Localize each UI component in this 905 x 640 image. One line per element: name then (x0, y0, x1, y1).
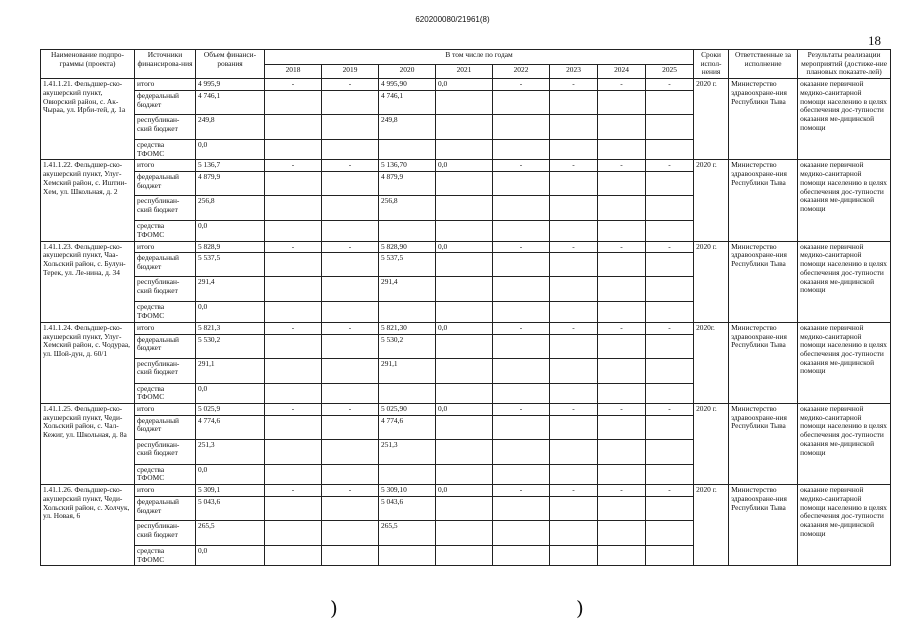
year-value-cell (493, 253, 550, 277)
source-cell: итого (135, 79, 196, 91)
source-cell: федеральный бюджет (135, 253, 196, 277)
header-name: Наименование подпро-граммы (проекта) (41, 50, 135, 79)
year-value-cell (379, 383, 436, 403)
year-value-cell (646, 221, 694, 241)
header-year: 2024 (598, 64, 646, 79)
header-deadline: Сроки испол-нения (694, 50, 729, 79)
source-cell: республикан-ский бюджет (135, 196, 196, 221)
deadline-cell: 2020г. (694, 322, 729, 403)
responsible-cell: Министерство здравоохране-ния Республики Тыва (729, 79, 798, 160)
year-value-cell (265, 196, 322, 221)
year-value-cell (436, 253, 493, 277)
year-value-cell (493, 358, 550, 383)
year-value-cell (550, 139, 598, 159)
responsible-cell: Министерство здравоохране-ния Республики Тыва (729, 404, 798, 485)
result-cell: оказание первичной медико-санитарной помощи населению в целях обеспечения дос-тупности оказания ме-дицинской помощи (798, 241, 891, 322)
year-value-cell (598, 221, 646, 241)
year-value-cell (436, 277, 493, 302)
year-value-cell (598, 114, 646, 139)
year-value-cell (322, 496, 379, 520)
year-value-cell (265, 520, 322, 545)
year-value-cell (436, 196, 493, 221)
year-value-cell: - (550, 322, 598, 334)
year-value-cell (493, 415, 550, 439)
source-cell: федеральный бюджет (135, 496, 196, 520)
year-value-cell: 5 828,90 (379, 241, 436, 253)
year-value-cell: 4 879,9 (379, 172, 436, 196)
year-value-cell: 0,0 (436, 404, 493, 416)
year-value-cell: - (493, 79, 550, 91)
document-code: 620200080/21961(8) (415, 15, 490, 24)
year-value-cell (646, 545, 694, 565)
year-value-cell (436, 114, 493, 139)
year-value-cell: 5 821,30 (379, 322, 436, 334)
year-value-cell (436, 464, 493, 484)
year-value-cell (379, 464, 436, 484)
year-value-cell: 249,8 (379, 114, 436, 139)
year-value-cell (550, 415, 598, 439)
header-volume: Объем финанси-рования (196, 50, 265, 79)
page-number: 18 (868, 33, 881, 48)
year-value-cell (598, 439, 646, 464)
year-value-cell (379, 302, 436, 322)
year-value-cell: 5 530,2 (379, 334, 436, 358)
year-value-cell (436, 334, 493, 358)
volume-cell: 5 025,9 (196, 404, 265, 416)
year-value-cell (265, 114, 322, 139)
year-value-cell (265, 496, 322, 520)
year-value-cell (550, 114, 598, 139)
year-value-cell (598, 172, 646, 196)
year-value-cell (265, 221, 322, 241)
year-value-cell (265, 90, 322, 114)
volume-cell: 4 879,9 (196, 172, 265, 196)
year-value-cell (322, 114, 379, 139)
year-value-cell: 5 309,10 (379, 485, 436, 497)
year-value-cell: 5 136,70 (379, 160, 436, 172)
year-value-cell: - (646, 322, 694, 334)
year-value-cell: 5 537,5 (379, 253, 436, 277)
year-value-cell (598, 334, 646, 358)
year-value-cell: 4 774,6 (379, 415, 436, 439)
year-value-cell (598, 302, 646, 322)
year-value-cell (322, 302, 379, 322)
year-value-cell (598, 90, 646, 114)
header-responsible: Ответственные за исполнение (729, 50, 798, 79)
source-cell: итого (135, 160, 196, 172)
year-value-cell (436, 221, 493, 241)
deadline-cell: 2020 г. (694, 485, 729, 566)
project-name-cell: 1.41.1.24. Фельдшер-ско-акушерский пункт, Улуг-Хемский район, с. Чодураа, ул. Шой-дун, д. 60/1 (41, 322, 135, 403)
year-value-cell: 0,0 (436, 241, 493, 253)
volume-cell: 0,0 (196, 302, 265, 322)
year-value-cell (493, 439, 550, 464)
year-value-cell (265, 439, 322, 464)
year-value-cell (598, 196, 646, 221)
year-value-cell (265, 139, 322, 159)
year-value-cell (322, 139, 379, 159)
year-value-cell: 4 995,90 (379, 79, 436, 91)
year-value-cell: - (550, 485, 598, 497)
source-cell: федеральный бюджет (135, 334, 196, 358)
year-value-cell (598, 358, 646, 383)
year-value-cell: - (265, 241, 322, 253)
year-value-cell: - (598, 404, 646, 416)
year-value-cell (646, 114, 694, 139)
year-value-cell: - (646, 79, 694, 91)
year-value-cell (550, 464, 598, 484)
year-value-cell (646, 496, 694, 520)
year-value-cell (493, 545, 550, 565)
responsible-cell: Министерство здравоохране-ния Республики Тыва (729, 485, 798, 566)
year-value-cell: 251,3 (379, 439, 436, 464)
year-value-cell: - (598, 160, 646, 172)
header-by-years: В том числе по годам (265, 50, 694, 65)
bottom-mark: ) (330, 596, 338, 620)
year-value-cell: - (265, 485, 322, 497)
source-cell: средства ТФОМС (135, 221, 196, 241)
year-value-cell: - (598, 241, 646, 253)
responsible-cell: Министерство здравоохране-ния Республики Тыва (729, 241, 798, 322)
year-value-cell (493, 334, 550, 358)
volume-cell: 4 746,1 (196, 90, 265, 114)
year-value-cell (550, 253, 598, 277)
year-value-cell (646, 415, 694, 439)
year-value-cell (322, 221, 379, 241)
year-value-cell: - (265, 160, 322, 172)
table-row (41, 322, 891, 334)
year-value-cell (550, 383, 598, 403)
year-value-cell (598, 415, 646, 439)
year-value-cell: 256,8 (379, 196, 436, 221)
year-value-cell: - (598, 322, 646, 334)
header-year: 2019 (322, 64, 379, 79)
year-value-cell: - (493, 160, 550, 172)
project-name-cell: 1.41.1.26. Фельдшер-ско-акушерский пункт, Чеди-Хольский район, с. Холчук, ул. Новая, 6 (41, 485, 135, 566)
header-year: 2025 (646, 64, 694, 79)
year-value-cell: 5 025,90 (379, 404, 436, 416)
financing-table (40, 49, 891, 566)
header-year: 2018 (265, 64, 322, 79)
year-value-cell (550, 496, 598, 520)
year-value-cell (493, 277, 550, 302)
year-value-cell (550, 221, 598, 241)
year-value-cell (493, 302, 550, 322)
project-name-cell: 1.41.1.22. Фельдшер-ско-акушерский пункт, Улуг-Хемский район, с. Иштии-Хем, ул. Школьная, д. 2 (41, 160, 135, 241)
year-value-cell (265, 302, 322, 322)
year-value-cell (493, 520, 550, 545)
year-value-cell (322, 358, 379, 383)
year-value-cell (550, 90, 598, 114)
year-value-cell (493, 221, 550, 241)
year-value-cell (493, 196, 550, 221)
volume-cell: 249,8 (196, 114, 265, 139)
volume-cell: 4 774,6 (196, 415, 265, 439)
table-row (41, 241, 891, 253)
project-name-cell: 1.41.1.23. Фельдшер-ско-акушерский пункт, Чаа-Хольский район, с. Булун-Терек, ул. Ле-нина, д. 34 (41, 241, 135, 322)
volume-cell: 0,0 (196, 383, 265, 403)
source-cell: федеральный бюджет (135, 172, 196, 196)
year-value-cell (550, 302, 598, 322)
year-value-cell (322, 334, 379, 358)
source-cell: республикан-ский бюджет (135, 520, 196, 545)
result-cell: оказание первичной медико-санитарной помощи населению в целях обеспечения дос-тупности оказания ме-дицинской помощи (798, 404, 891, 485)
year-value-cell (493, 172, 550, 196)
year-value-cell: - (646, 404, 694, 416)
deadline-cell: 2020 г. (694, 79, 729, 160)
source-cell: республикан-ский бюджет (135, 114, 196, 139)
deadline-cell: 2020 г. (694, 160, 729, 241)
year-value-cell: 0,0 (436, 322, 493, 334)
year-value-cell (265, 334, 322, 358)
year-value-cell (493, 383, 550, 403)
year-value-cell (493, 90, 550, 114)
volume-cell: 0,0 (196, 545, 265, 565)
year-value-cell (646, 358, 694, 383)
year-value-cell: - (493, 241, 550, 253)
year-value-cell: - (598, 485, 646, 497)
table-row (41, 485, 891, 497)
year-value-cell: - (598, 79, 646, 91)
project-name-cell: 1.41.1.25. Фельдшер-ско-акушерский пункт, Чеди-Хольский район, с. Чал-Кежиг, ул. Школьная, д. 8а (41, 404, 135, 485)
year-value-cell (265, 277, 322, 302)
volume-cell: 5 530,2 (196, 334, 265, 358)
year-value-cell (646, 253, 694, 277)
source-cell: итого (135, 241, 196, 253)
year-value-cell (646, 520, 694, 545)
year-value-cell: - (322, 79, 379, 91)
year-value-cell (550, 196, 598, 221)
volume-cell: 4 995,9 (196, 79, 265, 91)
header-year: 2021 (436, 64, 493, 79)
source-cell: республикан-ский бюджет (135, 439, 196, 464)
volume-cell: 0,0 (196, 221, 265, 241)
year-value-cell: - (322, 241, 379, 253)
table-row (41, 79, 891, 91)
year-value-cell (550, 520, 598, 545)
source-cell: итого (135, 404, 196, 416)
volume-cell: 291,4 (196, 277, 265, 302)
year-value-cell: 0,0 (436, 79, 493, 91)
source-cell: средства ТФОМС (135, 383, 196, 403)
volume-cell: 291,1 (196, 358, 265, 383)
year-value-cell: - (550, 79, 598, 91)
year-value-cell (646, 464, 694, 484)
year-value-cell (646, 90, 694, 114)
source-cell: итого (135, 485, 196, 497)
header-year: 2022 (493, 64, 550, 79)
year-value-cell (646, 196, 694, 221)
year-value-cell (646, 302, 694, 322)
year-value-cell (436, 383, 493, 403)
year-value-cell (265, 172, 322, 196)
year-value-cell (550, 358, 598, 383)
year-value-cell (379, 139, 436, 159)
volume-cell: 5 828,9 (196, 241, 265, 253)
year-value-cell (265, 358, 322, 383)
result-cell: оказание первичной медико-санитарной помощи населению в целях обеспечения дос-тупности оказания ме-дицинской помощи (798, 485, 891, 566)
table-row (41, 404, 891, 416)
year-value-cell (436, 302, 493, 322)
year-value-cell (322, 90, 379, 114)
year-value-cell (379, 545, 436, 565)
volume-cell: 265,5 (196, 520, 265, 545)
volume-cell: 251,3 (196, 439, 265, 464)
year-value-cell (322, 545, 379, 565)
year-value-cell: - (493, 322, 550, 334)
year-value-cell: - (550, 241, 598, 253)
year-value-cell (322, 277, 379, 302)
table-row (41, 160, 891, 172)
year-value-cell (598, 383, 646, 403)
year-value-cell (550, 439, 598, 464)
deadline-cell: 2020 г. (694, 241, 729, 322)
year-value-cell (322, 383, 379, 403)
year-value-cell: 265,5 (379, 520, 436, 545)
source-cell: федеральный бюджет (135, 415, 196, 439)
header-year: 2023 (550, 64, 598, 79)
year-value-cell (322, 415, 379, 439)
year-value-cell (646, 439, 694, 464)
year-value-cell: - (265, 322, 322, 334)
source-cell: республикан-ский бюджет (135, 277, 196, 302)
year-value-cell: - (322, 404, 379, 416)
year-value-cell (646, 277, 694, 302)
source-cell: республикан-ский бюджет (135, 358, 196, 383)
year-value-cell (436, 139, 493, 159)
year-value-cell (265, 464, 322, 484)
year-value-cell (598, 496, 646, 520)
result-cell: оказание первичной медико-санитарной помощи населению в целях обеспечения дос-тупности оказания ме-дицинской помощи (798, 322, 891, 403)
year-value-cell: - (646, 241, 694, 253)
volume-cell: 5 136,7 (196, 160, 265, 172)
year-value-cell: - (265, 404, 322, 416)
deadline-cell: 2020 г. (694, 404, 729, 485)
project-name-cell: 1.41.1.21. Фельдшер-ско-акушерский пункт, Овюрский район, с. Ак-Чыраа, ул. Ирби-тей, д. 1а (41, 79, 135, 160)
year-value-cell (265, 253, 322, 277)
source-cell: средства ТФОМС (135, 545, 196, 565)
year-value-cell (322, 253, 379, 277)
year-value-cell (550, 334, 598, 358)
year-value-cell (598, 464, 646, 484)
year-value-cell (550, 172, 598, 196)
year-value-cell: 4 746,1 (379, 90, 436, 114)
year-value-cell (550, 545, 598, 565)
volume-cell: 5 821,3 (196, 322, 265, 334)
header-row (41, 50, 891, 65)
year-value-cell (265, 415, 322, 439)
year-value-cell (436, 358, 493, 383)
source-cell: средства ТФОМС (135, 139, 196, 159)
year-value-cell (322, 196, 379, 221)
year-value-cell (550, 277, 598, 302)
year-value-cell: 0,0 (436, 160, 493, 172)
year-value-cell (598, 520, 646, 545)
result-cell: оказание первичной медико-санитарной помощи населению в целях обеспечения дос-тупности оказания ме-дицинской помощи (798, 79, 891, 160)
volume-cell: 0,0 (196, 464, 265, 484)
volume-cell: 256,8 (196, 196, 265, 221)
result-cell: оказание первичной медико-санитарной помощи населению в целях обеспечения дос-тупности оказания ме-дицинской помощи (798, 160, 891, 241)
year-value-cell: - (493, 485, 550, 497)
year-value-cell: 291,4 (379, 277, 436, 302)
year-value-cell (436, 545, 493, 565)
year-value-cell: 0,0 (436, 485, 493, 497)
year-value-cell (436, 520, 493, 545)
year-value-cell (379, 221, 436, 241)
year-value-cell (598, 253, 646, 277)
year-value-cell: - (646, 160, 694, 172)
responsible-cell: Министерство здравоохране-ния Республики Тыва (729, 160, 798, 241)
year-value-cell (646, 139, 694, 159)
source-cell: федеральный бюджет (135, 90, 196, 114)
year-value-cell (493, 139, 550, 159)
year-value-cell (493, 464, 550, 484)
header-year: 2020 (379, 64, 436, 79)
source-cell: итого (135, 322, 196, 334)
year-value-cell (265, 545, 322, 565)
volume-cell: 5 309,1 (196, 485, 265, 497)
year-value-cell: - (322, 485, 379, 497)
year-value-cell (265, 383, 322, 403)
year-value-cell (436, 90, 493, 114)
year-value-cell (598, 277, 646, 302)
year-value-cell (493, 114, 550, 139)
year-value-cell (436, 172, 493, 196)
year-value-cell (646, 172, 694, 196)
bottom-mark: ) (576, 596, 584, 620)
year-value-cell (598, 545, 646, 565)
source-cell: средства ТФОМС (135, 302, 196, 322)
table-body (41, 79, 891, 566)
year-value-cell: 291,1 (379, 358, 436, 383)
year-value-cell: - (646, 485, 694, 497)
volume-cell: 5 043,6 (196, 496, 265, 520)
year-value-cell (322, 520, 379, 545)
header-sources: Источники финансирова-ния (135, 50, 196, 79)
year-value-cell (436, 439, 493, 464)
source-cell: средства ТФОМС (135, 464, 196, 484)
year-value-cell (598, 139, 646, 159)
year-value-cell: - (493, 404, 550, 416)
year-value-cell: - (265, 79, 322, 91)
responsible-cell: Министерство здравоохране-ния Республики Тыва (729, 322, 798, 403)
year-value-cell (322, 464, 379, 484)
header-results: Результаты реализации мероприятий (достиже-ние плановых показате-лей) (798, 50, 891, 79)
year-value-cell (322, 439, 379, 464)
year-value-cell (646, 334, 694, 358)
volume-cell: 5 537,5 (196, 253, 265, 277)
year-value-cell: - (322, 160, 379, 172)
year-value-cell: 5 043,6 (379, 496, 436, 520)
year-value-cell: - (550, 404, 598, 416)
year-value-cell (646, 383, 694, 403)
year-value-cell (322, 172, 379, 196)
volume-cell: 0,0 (196, 139, 265, 159)
year-value-cell (436, 496, 493, 520)
year-value-cell (436, 415, 493, 439)
year-value-cell: - (550, 160, 598, 172)
year-value-cell: - (322, 322, 379, 334)
year-value-cell (493, 496, 550, 520)
